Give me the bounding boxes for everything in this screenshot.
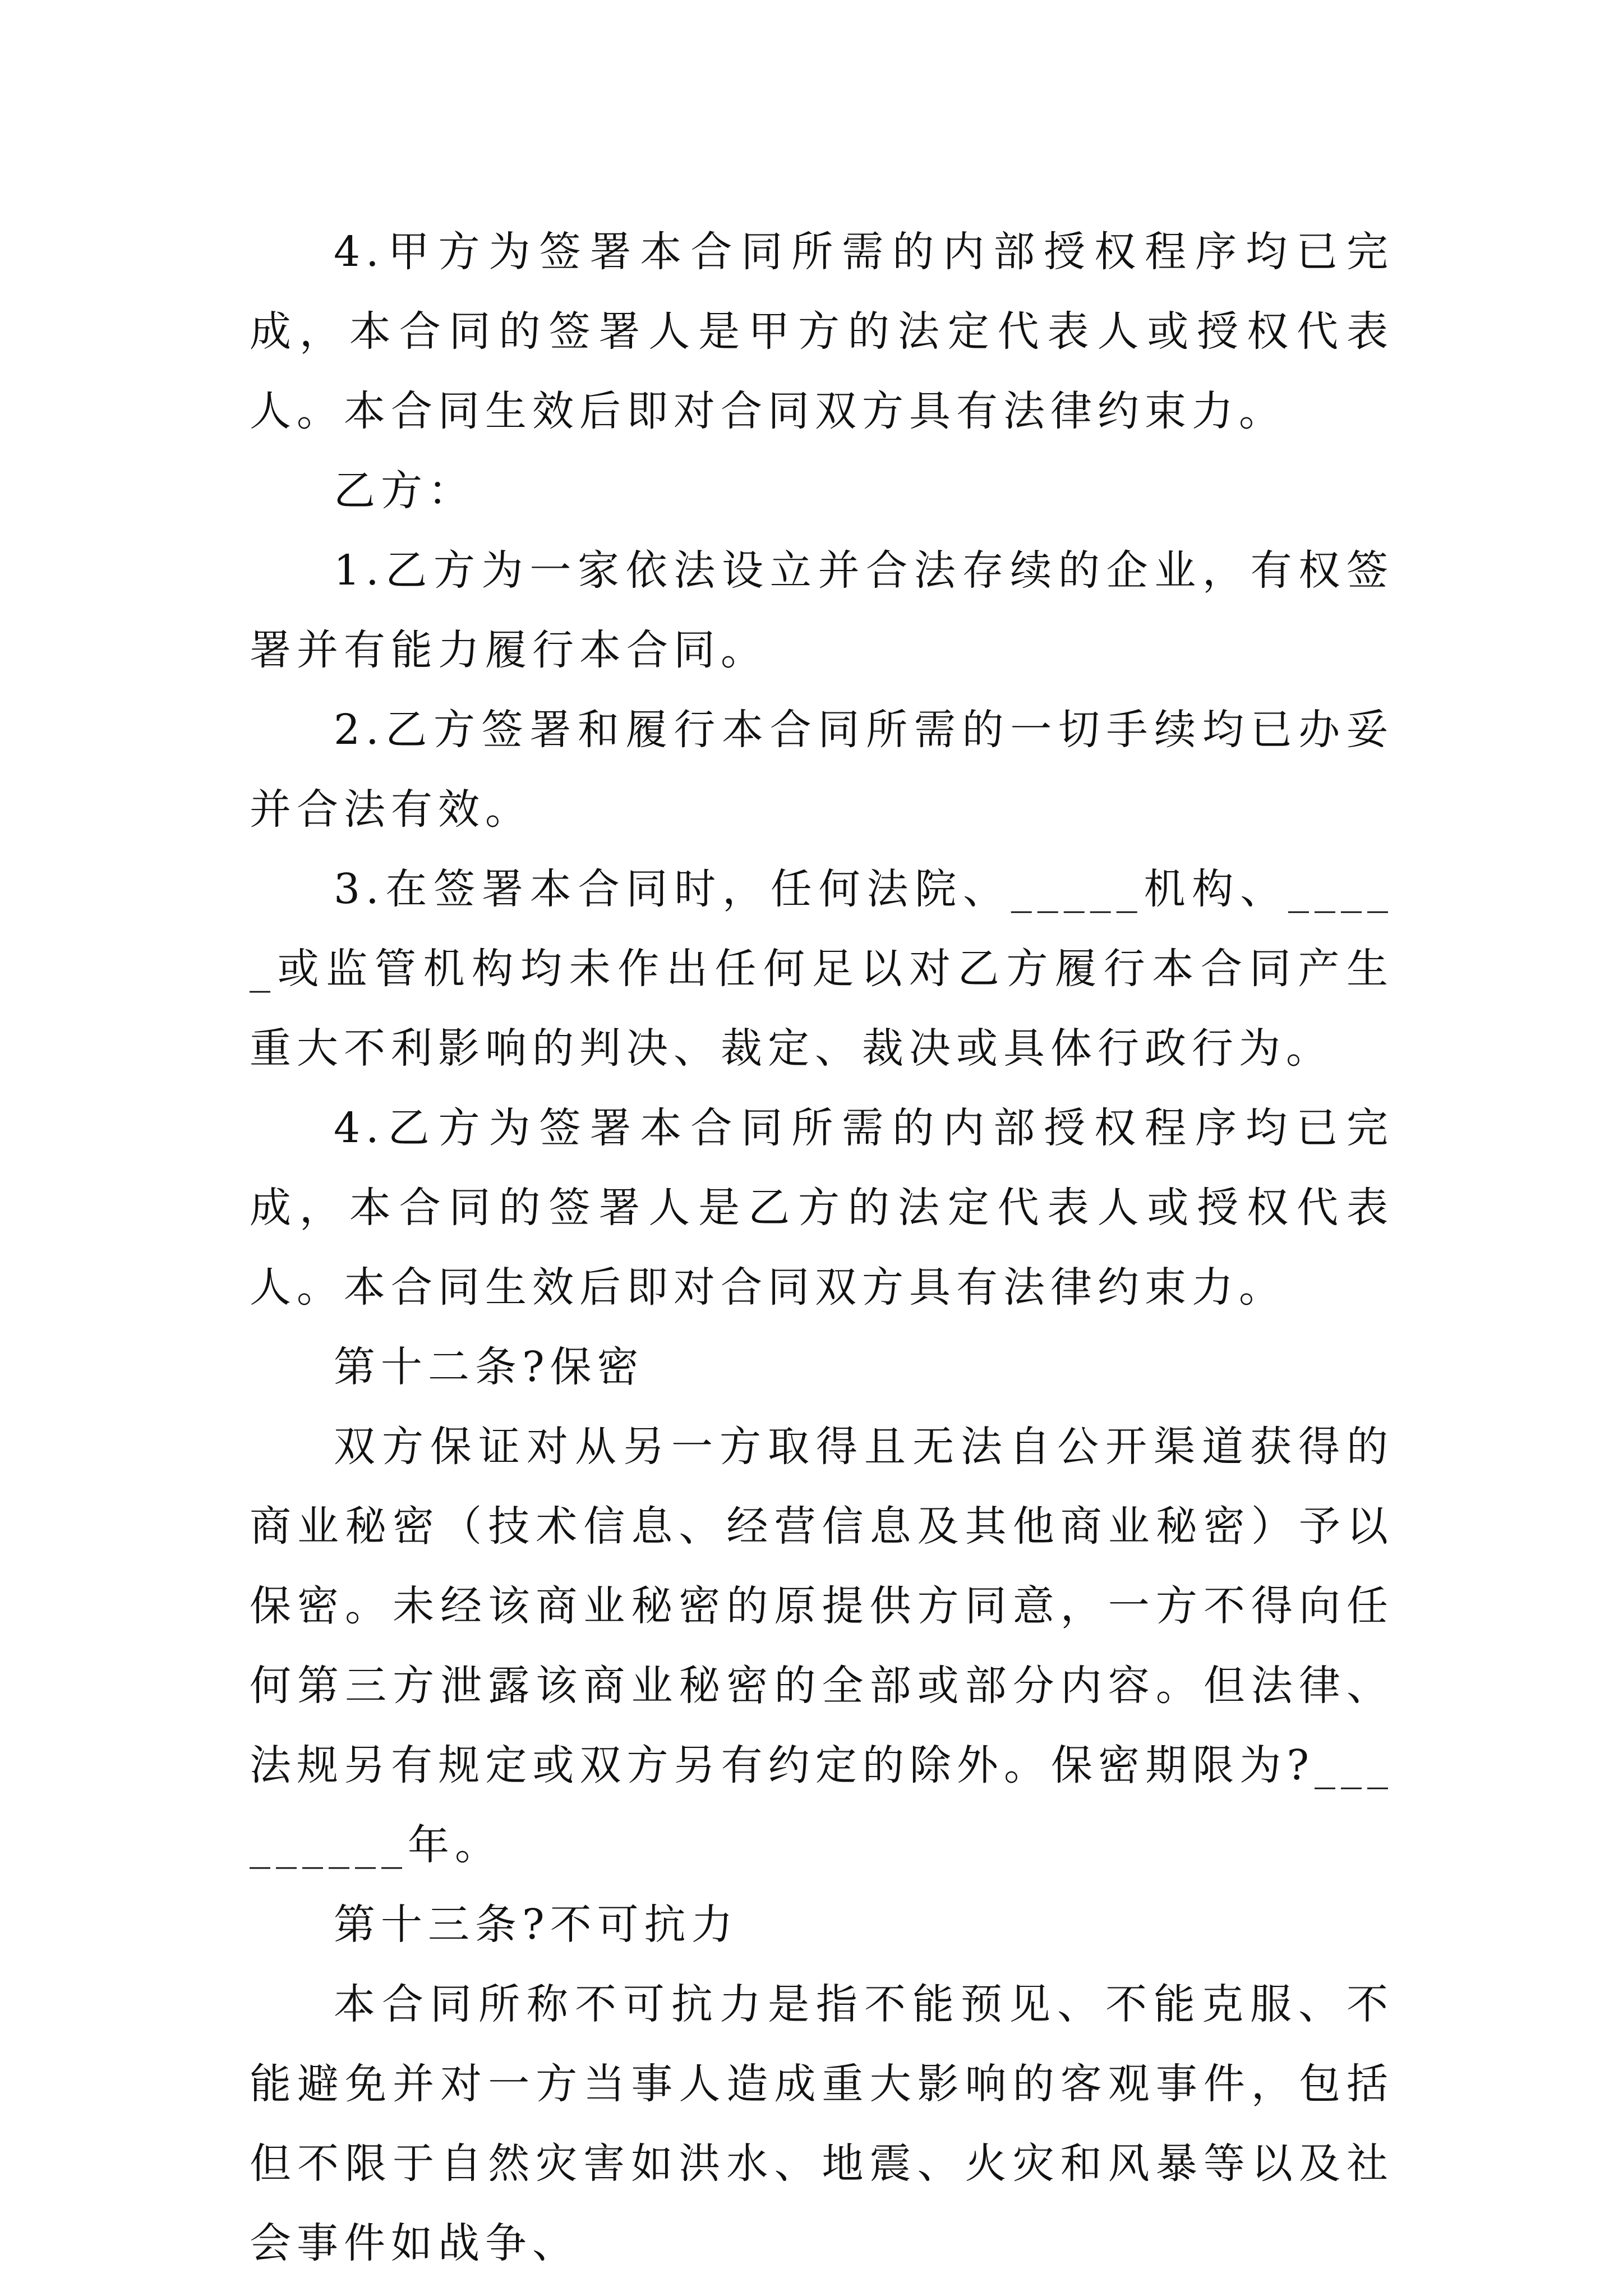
article-12-heading: 第十二条?保密: [334, 1343, 644, 1391]
paragraph-party-b-heading: 乙方：: [334, 467, 475, 515]
article-12-body: 双方保证对从另一方取得且无法自公开渠道获得的商业秘密（技术信息、经营信息及其他商业秘密）予以保密。未经该商业秘密的原提供方同意，一方不得向任何第三方泄露该商业秘密的全部或部分内容。但法律、法规另有规定或双方另有约定的除外。保密期限为?_________年。: [250, 1423, 1394, 1869]
paragraph-party-b-clause-3: 3.在签署本合同时，任何法院、_____机构、_____或监管机构均未作出任何足以对乙方履行本合同产生重大不利影响的判决、裁定、裁决或具体行政行为。: [250, 865, 1394, 1073]
document-body: [250, 212, 1394, 2283]
paragraph-party-b-clause-4: 4.乙方为签署本合同所需的内部授权程序均已完成，本合同的签署人是乙方的法定代表人或授权代表人。本合同生效后即对合同双方具有法律约束力。: [250, 1104, 1394, 1312]
article-13-body: 本合同所称不可抗力是指不能预见、不能克服、不能避免并对一方当事人造成重大影响的客观事件，包括但不限于自然灾害如洪水、地震、火灾和风暴等以及社会事件如战争、: [250, 1980, 1394, 2267]
paragraph-party-b-clause-1: 1.乙方为一家依法设立并合法存续的企业，有权签署并有能力履行本合同。: [250, 546, 1394, 674]
paragraph-party-a-clause-4: 4.甲方为签署本合同所需的内部授权程序均已完成，本合同的签署人是甲方的法定代表人或授权代表人。本合同生效后即对合同双方具有法律约束力。: [250, 228, 1394, 435]
article-13-heading: 第十三条?不可抗力: [334, 1901, 739, 1949]
paragraph-party-b-clause-2: 2.乙方签署和履行本合同所需的一切手续均已办妥并合法有效。: [250, 706, 1394, 834]
